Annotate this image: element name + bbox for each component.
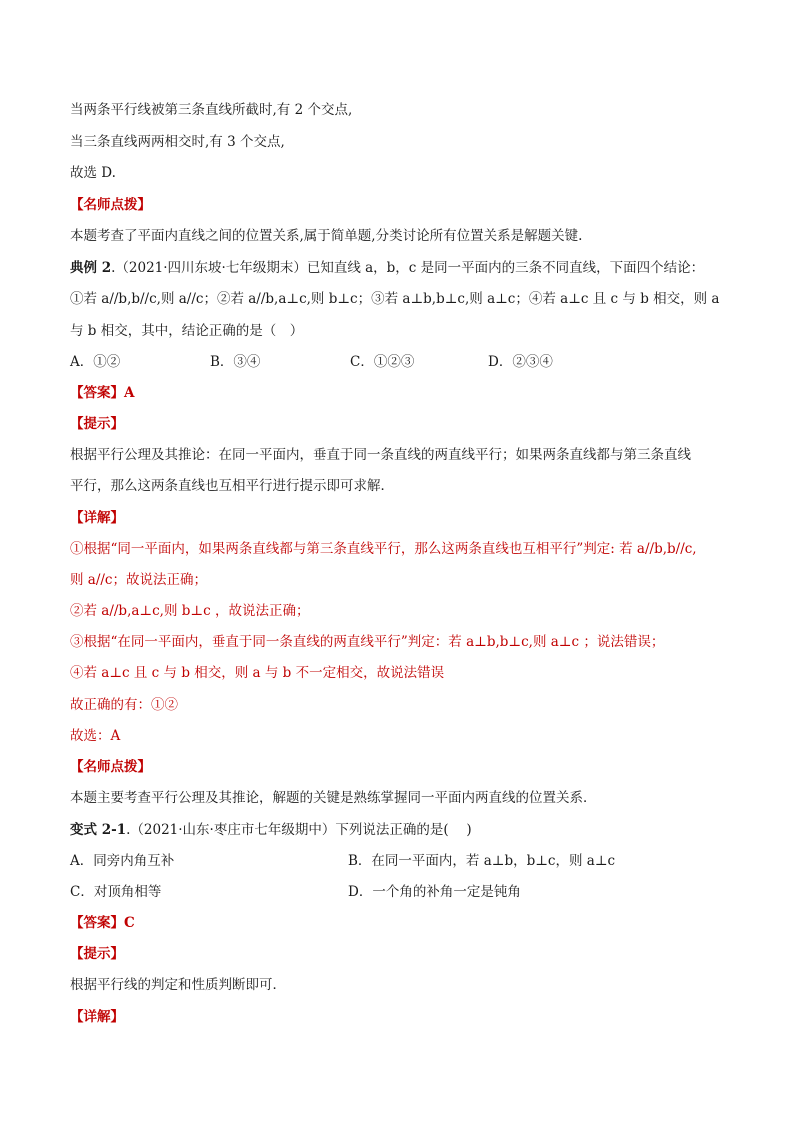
- variant-option-c: C．对顶角相等: [70, 884, 162, 900]
- text-line: 根据平行公理及其推论：在同一平面内，垂直于同一条直线的两直线平行；如果两条直线都与第三条直线: [70, 447, 691, 463]
- detail-line: ②若 a//b,a⊥c,则 b⊥c ，故说法正确；: [70, 603, 310, 619]
- option-d: D．②③④: [488, 354, 553, 370]
- text-line: 当两条平行线被第三条直线所截时,有 2 个交点,: [70, 102, 353, 118]
- detail-line: 故正确的有：①②: [70, 697, 178, 713]
- text-line: 平行，那么这两条直线也互相平行进行提示即可求解．: [70, 478, 394, 494]
- example-text: .（2021·四川东坡·七年级期末）已知直线 a，b，c 是同一平面内的三条不同直线，下面四个结论：: [111, 260, 705, 276]
- text-line: 本题主要考查平行公理及其推论，解题的关键是熟练掌握同一平面内两直线的位置关系．: [70, 790, 597, 806]
- section-label-tip: 【名师点拨】: [70, 197, 151, 213]
- text-line: 故选 D.: [70, 165, 116, 181]
- option-b: B．③④: [210, 354, 261, 370]
- text-line: 本题考查了平面内直线之间的位置关系,属于简单题,分类讨论所有位置关系是解题关键.: [70, 228, 583, 244]
- variant-option-a: A．同旁内角互补: [70, 853, 175, 869]
- option-a: A．①②: [70, 354, 121, 370]
- detail-line: 故选：A: [70, 728, 121, 744]
- section-label-tip: 【名师点拨】: [70, 759, 151, 775]
- text-line: ①若 a//b,b//c,则 a//c；②若 a//b,a⊥c,则 b⊥c；③若 a⊥b,b⊥c,则 a⊥c；④若 a⊥c 且 c 与 b 相交，则 a: [70, 291, 720, 307]
- detail-line: ④若 a⊥c 且 c 与 b 相交，则 a 与 b 不一定相交，故说法错误: [70, 665, 445, 681]
- detail-line: ③根据“在同一平面内，垂直于同一条直线的两直线平行”判定：若 a⊥b,b⊥c,则 a⊥c ；说法错误；: [70, 634, 665, 650]
- example-heading: [70, 258, 734, 278]
- variant-label: 变式 2-1: [70, 822, 127, 838]
- answer-label: 【答案】A: [70, 385, 135, 401]
- variant-text: .（2021·山东·枣庄市七年级期中）下列说法正确的是( ): [126, 822, 472, 838]
- text-line: 与 b 相交，其中，结论正确的是（ ）: [70, 323, 304, 339]
- detail-line: 则 a//c；故说法正确；: [70, 572, 207, 588]
- variant-option-d: D．一个角的补角一定是钝角: [348, 884, 521, 900]
- text-line: 根据平行线的判定和性质判断即可．: [70, 977, 286, 993]
- section-label-hint: 【提示】: [70, 946, 124, 962]
- option-c: C．①②③: [350, 354, 415, 370]
- section-label-detail: 【详解】: [70, 510, 124, 526]
- example-label: 典例 2: [70, 260, 112, 276]
- section-label-hint: 【提示】: [70, 416, 124, 432]
- text-line: 当三条直线两两相交时,有 3 个交点,: [70, 134, 285, 150]
- section-label-detail: 【详解】: [70, 1009, 124, 1025]
- detail-line: ①根据“同一平面内，如果两条直线都与第三条直线平行，那么这两条直线也互相平行”判定: 若 a//b,b//c,: [70, 541, 697, 557]
- variant-option-b: B．在同一平面内，若 a⊥b，b⊥c，则 a⊥c: [348, 853, 616, 869]
- answer-label: 【答案】C: [70, 915, 135, 931]
- variant-heading: [70, 820, 734, 840]
